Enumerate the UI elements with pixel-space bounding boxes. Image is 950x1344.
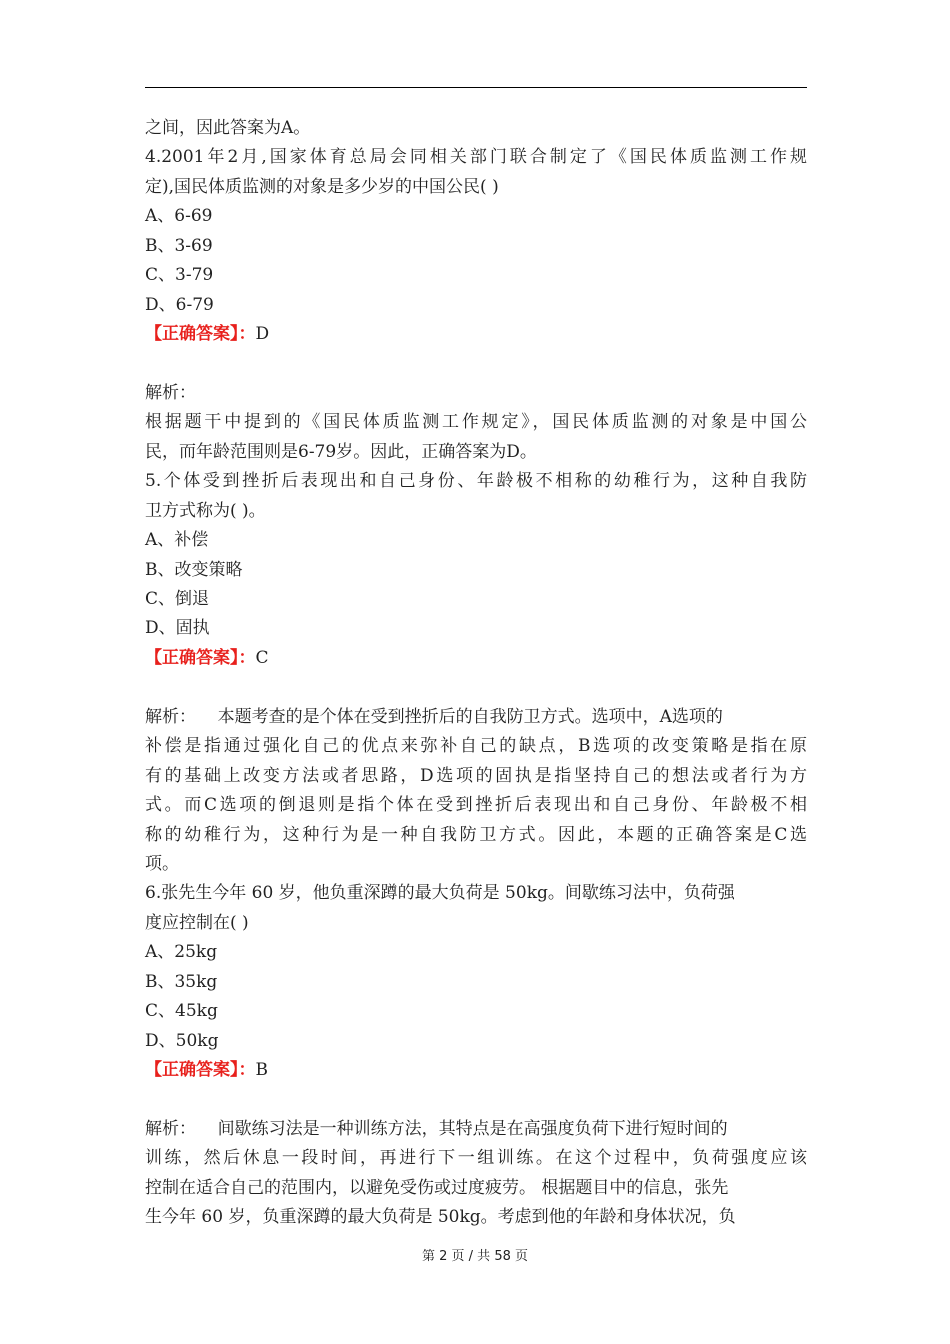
option-b: B、35kg [145, 971, 218, 992]
blank-line [145, 673, 807, 702]
explanation-text: 控制在适合自己的范围内，以避免受伤或过度疲劳。 根据题目中的信息，张先 [145, 1177, 729, 1198]
page-number: 第 2 页 / 共 58 页 [422, 1249, 528, 1264]
answer-label: 【正确答案】： [145, 1060, 256, 1080]
question-4-text: 定),国民体质监测的对象是多少岁的中国公民( ) [145, 176, 499, 197]
header-rule [145, 87, 807, 88]
correct-answer [145, 1056, 807, 1085]
question-5-text: 5.个体受到挫折后表现出和自己身份、年龄极不相称的幼稚行为，这种自我防 [145, 471, 807, 492]
question-4-text: 4.2001年2月,国家体育总局会同相关部门联合制定了《国民体质监测工作规 [145, 147, 807, 168]
option-a: A、6-69 [145, 206, 213, 227]
option-c: C、45kg [145, 1001, 218, 1022]
answer-label: 【正确答案】： [145, 324, 256, 345]
explanation-text: 训练，然后休息一段时间，再进行下一组训练。在这个过程中，负荷强度应该 [145, 1148, 807, 1169]
explanation-text: 民，而年龄范围则是6-79岁。因此，正确答案为D。 [145, 441, 537, 462]
question-5-text: 卫方式称为( )。 [145, 500, 266, 521]
option-d: D、固执 [145, 618, 210, 639]
explanation-text: 称的幼稚行为，这种行为是一种自我防卫方式。因此，本题的正确答案是C选 [145, 824, 807, 845]
option-c: C、3-79 [145, 265, 214, 286]
explanation-text: 项。 [145, 853, 179, 874]
explanation-text: 生今年 60 岁，负重深蹲的最大负荷是 50kg。考虑到他的年龄和身体状况，负 [145, 1207, 736, 1228]
option-d: D、50kg [145, 1030, 219, 1051]
blank-line [145, 350, 807, 379]
answer-value: B [255, 1060, 268, 1080]
explanation-text: 补偿是指通过强化自己的优点来弥补自己的缺点，B选项的改变策略是指在原 [145, 736, 807, 757]
document-body [145, 114, 807, 1233]
explanation-text: 式。而C选项的倒退则是指个体在受到挫折后表现出和自己身份、年龄极不相 [145, 795, 807, 816]
option-b: B、3-69 [145, 235, 213, 256]
answer-label: 【正确答案】： [145, 647, 256, 668]
option-a: A、补偿 [145, 530, 209, 551]
correct-answer [145, 644, 807, 673]
option-a: A、25kg [145, 942, 218, 963]
option-b: B、改变策略 [145, 559, 243, 580]
explanation-label: 解析： [145, 382, 196, 403]
option-d: D、6-79 [145, 294, 214, 315]
question-6-text: 6.张先生今年 60 岁，他负重深蹲的最大负荷是 50kg。间歇练习法中，负荷强 [145, 883, 735, 904]
explanation-text: 解析： 间歇练习法是一种训练方法，其特点是在高强度负荷下进行短时间的 [145, 1118, 728, 1139]
explanation-text: 解析： 本题考查的是个体在受到挫折后的自我防卫方式。选项中，A选项的 [145, 706, 723, 727]
question-6-text: 度应控制在( ) [145, 912, 249, 933]
answer-value: D [255, 324, 270, 345]
option-c: C、倒退 [145, 589, 210, 609]
text-line: 之间，因此答案为A。 [145, 118, 311, 138]
explanation-text: 根据题干中提到的《国民体质监测工作规定》，国民体质监测的对象是中国公 [145, 412, 807, 433]
blank-line [145, 1085, 807, 1114]
answer-value: C [255, 647, 269, 668]
explanation-text: 有的基础上改变方法或者思路，D选项的固执是指坚持自己的想法或者行为方 [145, 765, 807, 786]
correct-answer [145, 320, 807, 349]
